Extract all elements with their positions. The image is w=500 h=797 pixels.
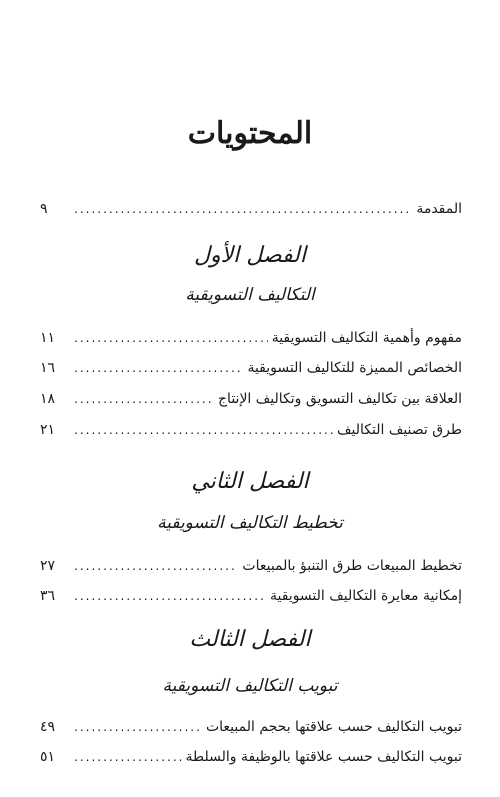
toc-entry-label: مفهوم وأهمية التكاليف التسويقية <box>271 330 462 346</box>
chapter-heading: الفصل الثاني <box>191 469 309 494</box>
dot-leader <box>74 746 182 768</box>
toc-entry <box>40 327 462 349</box>
toc-entry-label: تبويب التكاليف حسب علاقتها بحجم المبيعات <box>205 719 462 735</box>
toc-entry-label: تخطيط المبيعات طرق التنبؤ بالمبيعات <box>242 558 462 574</box>
chapter-subtitle: التكاليف التسويقية <box>185 285 315 305</box>
toc-entry-page: ٣٦ <box>40 588 56 604</box>
toc-entry-page: ١٦ <box>40 360 56 376</box>
toc-entry <box>40 357 462 379</box>
toc-entry-page: ٢٧ <box>40 558 56 574</box>
toc-entry-page: ١١ <box>40 330 56 346</box>
toc-entry-label: إمكانية معايرة التكاليف التسويقية <box>269 588 462 604</box>
toc-entry <box>40 746 462 768</box>
page-title: المحتويات <box>187 116 313 151</box>
chapter-heading: الفصل الأول <box>194 243 306 268</box>
dot-leader <box>74 388 214 410</box>
toc-entry <box>40 585 462 607</box>
dot-leader <box>74 716 202 738</box>
toc-entry-page: ٤٩ <box>40 719 56 735</box>
chapter-subtitle: تبويب التكاليف التسويقية <box>162 676 338 696</box>
dot-leader <box>74 327 268 349</box>
toc-entry <box>40 716 462 738</box>
toc-entry-page: ٢١ <box>40 422 56 438</box>
toc-entry-intro <box>40 198 462 220</box>
chapter-subtitle: تخطيط التكاليف التسويقية <box>157 513 343 533</box>
toc-entry-label: تبويب التكاليف حسب علاقتها بالوظيفة والسلطة <box>185 749 462 765</box>
chapter-heading: الفصل الثالث <box>189 627 311 652</box>
toc-entry <box>40 555 462 577</box>
toc-entry-label: المقدمة <box>416 201 462 217</box>
dot-leader <box>74 585 266 607</box>
dot-leader <box>74 419 333 441</box>
toc-entry <box>40 388 462 410</box>
dot-leader <box>74 198 412 220</box>
toc-entry-page: ٥١ <box>40 749 56 765</box>
toc-entry-label: الخصائص المميزة للتكاليف التسويقية <box>247 360 462 376</box>
toc-entry-page: ١٨ <box>40 391 56 407</box>
dot-leader <box>74 555 238 577</box>
toc-entry <box>40 419 462 441</box>
dot-leader <box>74 357 243 379</box>
toc-entry-page: ٩ <box>40 201 48 217</box>
toc-entry-label: العلاقة بين تكاليف التسويق وتكاليف الإنتاج <box>218 391 462 407</box>
toc-entry-label: طرق تصنيف التكاليف <box>337 422 462 438</box>
